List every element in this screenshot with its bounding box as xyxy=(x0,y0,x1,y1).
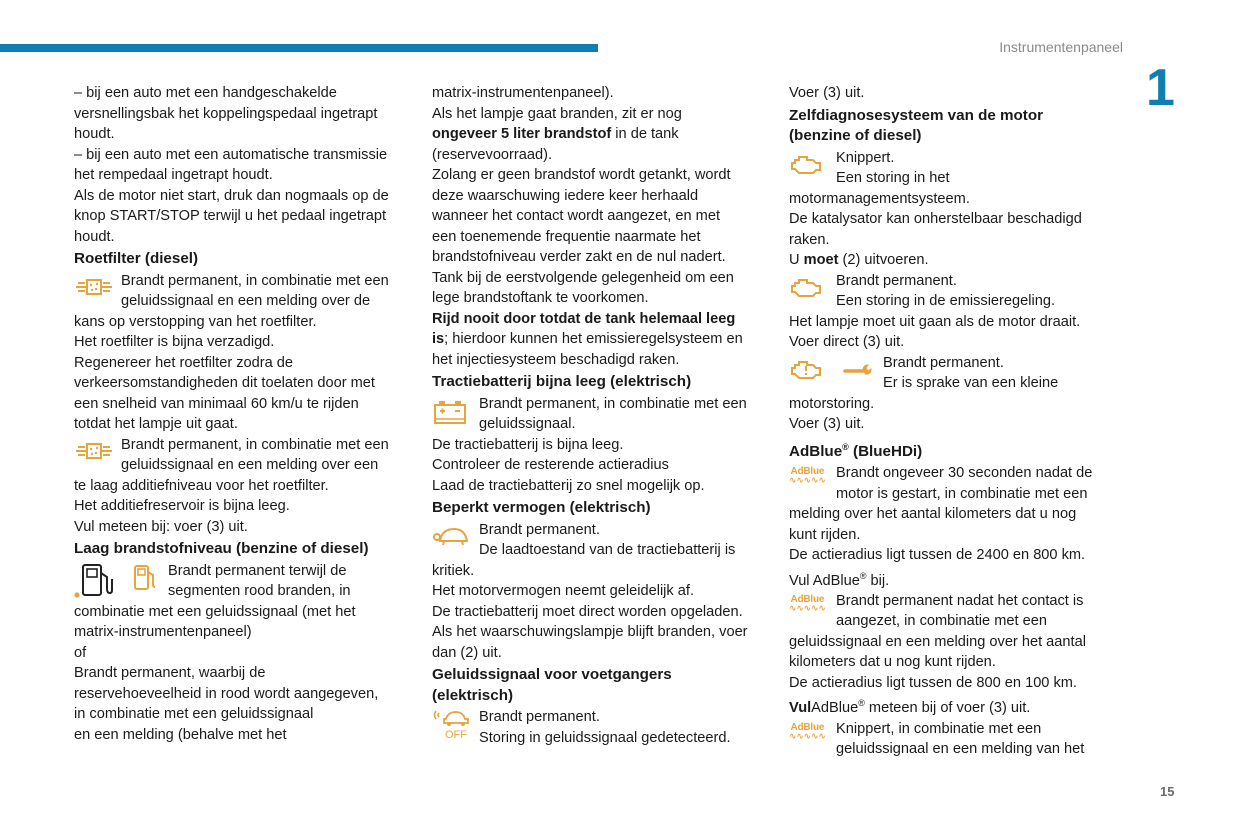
column-2: matrix-instrumentenpaneel). Als het lampje gaat branden, zit er nog ongeveer 5 liter brandstof in de tank (reservevoorraad). Zolang er geen brandstof wordt getankt, wordt deze waarschuwing iedere keer herhaald wanneer het contact wordt aangezet, en met een toenemende frequentie naarmate het brandstofniveau verder zakt en de nul nadert. Tank bij de eerstvolgende gelegenheid om een lege brandstoftank te voorkomen. Rijd nooit door totdat de tank helemaal leeg is; hierdoor kunnen het emissieregelsysteem en het injectiesysteem beschadigd raken. Tractiebatterij bijna leeg (elektrisch) Brandt permanent, in combinatie met een geluidssignaal. De tractiebatterij is bijna leeg. Controleer de resterende actieradius Laad de tractiebatterij zo snel mogelijk op. Beperkt vermogen (elektrisch) Brandt permanent. De laadtoestand van de tractiebatterij is kritiek. Het motorvermogen neemt geleidelijk af. De tractiebatterij moet direct worden opgeladen. Als het waarschuwingslampje blijft branden, voer dan (2) uit. Geluidssignaal voor voetgangers (elektrisch) OFF Brandt permanent. Storing in geluidssignaal gedetecteerd. xyxy=(432,83,772,748)
page-number: 15 xyxy=(1160,784,1175,799)
adblue-icon: AdBlue ∿∿∿∿∿ xyxy=(789,593,826,613)
svg-text:OFF: OFF xyxy=(445,729,467,739)
battery-warning-icon xyxy=(432,398,468,426)
fuel-pump-segments-icon xyxy=(74,563,118,599)
warning-engine-blink: Knippert. Een storing in het xyxy=(789,148,1114,189)
turtle-icon xyxy=(432,524,472,548)
heading-adblue: AdBlue® (BlueHDi) xyxy=(789,441,923,460)
column-1: – bij een auto met een handgeschakelde versnellingsbak het koppelingspedaal ingetrapt houdt. – bij een auto met een automatische transmissie het rempedaal ingetrapt houdt. Als de motor niet start, druk dan nogmaals op de knop START/STOP terwijl u het pedaal ingetrapt houdt. Roetfilter (diesel) Brandt permanent, in combinatie met een geluidssignaal en een melding over de kans op verstopping van het roetfilter. Het roetfilter is bijna verzadigd. Regenereer het roetfilter zodra de verkeersomstandigheden dit toelaten door met een snelheid van minimaal 60 km/u te rijden totdat het lampje uit gaat. Brandt permanent, in combinatie met een geluidssignaal en een melding over een te laag additiefniveau voor het roetfilter. Het additiefreservoir is bijna leeg. Vul meteen bij: voer (3) uit. Laag brandstofniveau (benzine of diesel) Brandt permanent terwijl de segmenten rood branden, in combinatie met een geluidssignaal (met het matrix-instrumentenpaneel) of Brandt permanent, waarbij de reservehoeveelheid in rood wordt aangegeven, in combinatie met een geluidssignaal en een melding (behalve met het xyxy=(74,83,414,745)
pedestrian-sound-off-icon xyxy=(432,707,472,739)
heading-beperkt-vermogen: Beperkt vermogen (elektrisch) xyxy=(432,499,651,516)
heading-geluidssignaal: Geluidssignaal voor voetgangers (elektrisch) xyxy=(432,666,672,704)
chapter-number: 1 xyxy=(1146,59,1175,117)
warning-engine-minor: Brandt permanent. Er is sprake van een kleine xyxy=(789,353,1114,394)
particle-filter-icon xyxy=(74,275,114,299)
warning-adblue-3: AdBlue ∿∿∿∿∿ Knippert, in combinatie met een geluidssignaal en een melding van het xyxy=(789,720,1085,758)
warning-adblue-1: AdBlue ∿∿∿∿∿ Brandt ongeveer 30 seconden nadat de motor is gestart, in combinatie met een xyxy=(789,465,1093,502)
warning-roetfilter-2: Brandt permanent, in combinatie met een geluidssignaal en een melding over een xyxy=(74,435,414,476)
header-accent-bar xyxy=(0,44,598,52)
warning-tractiebatterij: Brandt permanent, in combinatie met een geluidssignaal. xyxy=(432,394,772,435)
particle-filter-icon xyxy=(74,439,114,463)
column-3: Voer (3) uit. Zelfdiagnosesysteem van de motor (benzine of diesel) Knippert. Een storing in het motormanagementsysteem. De katalysator kan onherstelbaar beschadigd raken. U moet (2) uitvoeren. Brandt permanent. Een storing in de emissieregeling. Het lampje moet uit gaan als de motor draait. Voer direct (3) uit. Brandt permanent. Er is sprake van een kleine motorstoring. Voer (3) uit. AdBlue® (BlueHDi) AdBlue ∿∿∿∿∿ Brandt ongeveer 30 seconden nadat de motor is gestart, in combinatie met een melding over het aantal kilometers dat u nog kunt rijden. De actieradius ligt tussen de 2400 en 800 km. Vul AdBlue® bij. AdBlue ∿∿∿∿∿ Brandt permanent nadat het contact is aangezet, in combinatie met een geluidssignaal en een melding over het aantal kilometers dat u nog kunt rijden. De actieradius ligt tussen de 800 en 100 km. VulAdBlue® meteen bij of voer (3) uit. AdBlue ∿∿∿∿∿ Knippert, in combinatie met een geluidssignaal en een melding van het xyxy=(789,83,1114,760)
wrench-icon xyxy=(843,357,873,381)
warning-engine-emission: Brandt permanent. Een storing in de emissieregeling. xyxy=(789,271,1114,312)
section-title: Instrumentenpaneel xyxy=(999,39,1123,55)
adblue-icon: AdBlue ∿∿∿∿∿ xyxy=(789,721,826,741)
heading-zelfdiagnose: Zelfdiagnosesysteem van de motor (benzine of diesel) xyxy=(789,106,1044,144)
engine-icon xyxy=(789,152,823,176)
warning-brandstof: Brandt permanent terwijl de segmenten rood branden, in xyxy=(74,561,414,602)
warning-geluidssignaal: OFF Brandt permanent. Storing in geluidssignaal gedetecteerd. xyxy=(432,707,772,748)
fuel-pump-icon xyxy=(132,563,158,593)
engine-icon xyxy=(789,275,823,299)
warning-beperkt-vermogen: Brandt permanent. De laadtoestand van de tractiebatterij is xyxy=(432,520,772,561)
engine-warning-icon xyxy=(789,357,823,383)
heading-brandstof: Laag brandstofniveau (benzine of diesel) xyxy=(74,540,369,557)
warning-roetfilter-1: Brandt permanent, in combinatie met een geluidssignaal en een melding over de xyxy=(74,271,414,312)
adblue-icon: AdBlue ∿∿∿∿∿ xyxy=(789,466,826,486)
heading-tractiebatterij: Tractiebatterij bijna leeg (elektrisch) xyxy=(432,373,692,390)
heading-roetfilter: Roetfilter (diesel) xyxy=(74,250,199,267)
warning-adblue-2: AdBlue ∿∿∿∿∿ Brandt permanent nadat het contact is aangezet, in combinatie met een xyxy=(789,592,1084,630)
